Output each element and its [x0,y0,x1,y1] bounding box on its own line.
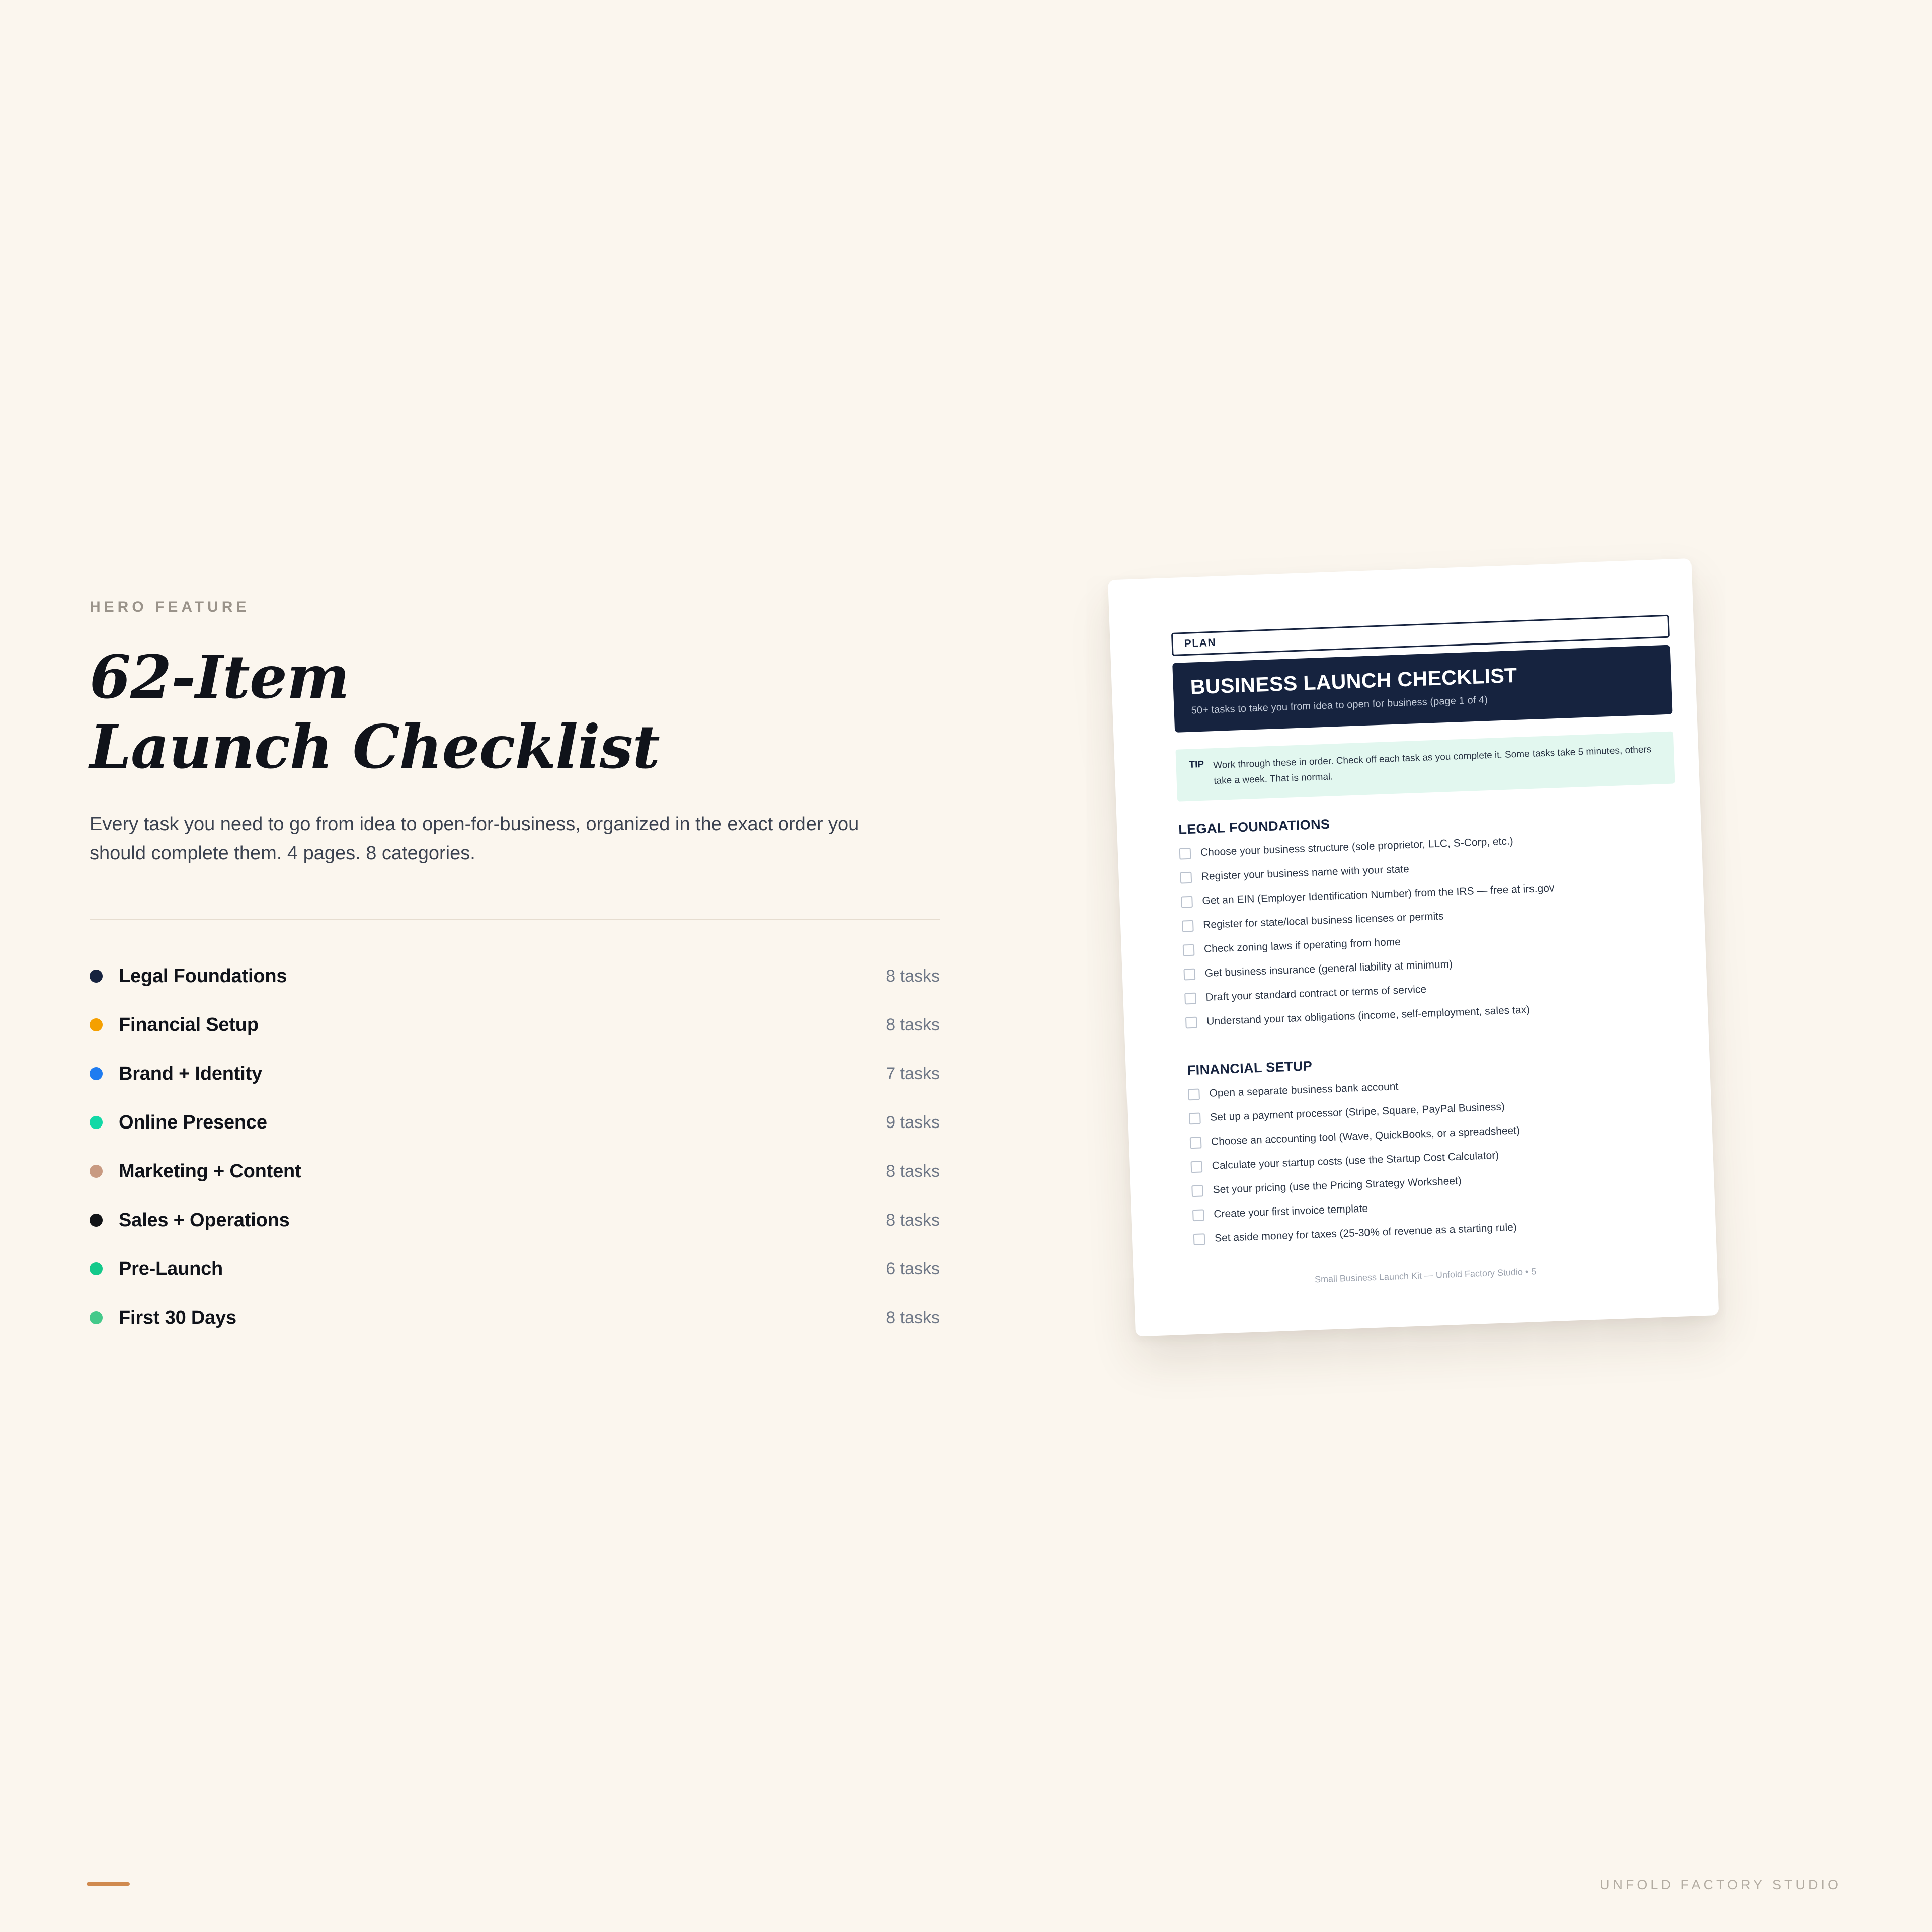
checkbox-icon[interactable] [1193,1233,1205,1245]
checkbox-icon[interactable] [1191,1185,1203,1197]
checkbox-icon[interactable] [1188,1088,1200,1100]
checkbox-icon[interactable] [1189,1112,1201,1124]
checklist-item-label: Set your pricing (use the Pricing Strategy Worksheet) [1213,1175,1462,1196]
category-label: Legal Foundations [119,965,287,987]
document-subtitle: 50+ tasks to take you from idea to open for business (page 1 of 4) [1191,694,1488,716]
checklist-item-label: Set up a payment processor (Stripe, Square, PayPal Business) [1210,1100,1505,1123]
divider [90,919,940,920]
checklist-item-label: Check zoning laws if operating from home [1203,936,1401,955]
checklist-item-label: Choose an accounting tool (Wave, QuickBooks, or a spreadsheet) [1211,1124,1520,1148]
category-label: Financial Setup [119,1014,259,1035]
category-color-dot [90,1165,103,1178]
category-count: 8 tasks [886,1161,940,1181]
checklist-item-label: Draft your standard contract or terms of service [1205,983,1427,1003]
checkbox-icon[interactable] [1181,896,1193,908]
category-color-dot [90,1214,103,1227]
category-label: Brand + Identity [119,1063,263,1084]
document-page [1108,558,1719,1336]
subheadline: Every task you need to go from idea to open-for-business, organized in the exact order you should complete them. 4 pages. 8 categories. [90,814,859,864]
checkbox-icon[interactable] [1184,992,1196,1004]
page-content [1171,615,1692,1256]
category-count: 9 tasks [886,1112,940,1132]
category-label: Marketing + Content [119,1160,301,1182]
category-label: Online Presence [119,1111,267,1133]
list-item [90,1098,940,1147]
checklist-page-preview [1108,558,1740,1359]
document-title-band [1172,645,1672,733]
document-footer: Small Business Launch Kit — Unfold Factory Studio • 5 [1314,1266,1537,1285]
list-item [90,1001,940,1050]
category-label: First 30 Days [119,1307,236,1328]
list-item [90,1196,940,1245]
category-color-dot [90,1116,103,1129]
category-color-dot [90,970,103,983]
headline-line-1: 62-Item [90,642,349,712]
eyebrow-label: HERO FEATURE [90,599,250,615]
tip-label: TIP [1189,759,1204,770]
checklist-item-label: Create your first invoice template [1213,1202,1369,1220]
category-color-dot [90,1262,103,1275]
checklist-item-label: Get an EIN (Employer Identification Number) from the IRS — free at irs.gov [1202,881,1555,907]
page-title [90,642,945,782]
tip-callout [1175,732,1675,802]
headline-line-2: Launch Checklist [90,712,660,782]
category-count: 8 tasks [886,1015,940,1034]
checkbox-icon[interactable] [1192,1209,1204,1221]
checkbox-icon[interactable] [1179,847,1191,859]
checkbox-icon[interactable] [1183,944,1195,956]
checklist-item-label: Register for state/local business licenses or permits [1202,910,1444,931]
list-item [90,1050,940,1098]
checkbox-icon[interactable] [1182,920,1194,932]
section-heading-financial: FINANCIAL SETUP [1187,1058,1313,1078]
list-item [90,1294,940,1342]
category-count: 8 tasks [886,1210,940,1230]
plan-tab-label: PLAN [1184,636,1217,650]
category-count: 6 tasks [886,1259,940,1278]
document-title: BUSINESS LAUNCH CHECKLIST [1190,663,1518,699]
category-color-dot [90,1311,103,1324]
checklist-item-label: Choose your business structure (sole proprietor, LLC, S-Corp, etc.) [1200,835,1514,858]
checkbox-icon[interactable] [1185,1016,1197,1028]
checklist-item-label: Get business insurance (general liability at minimum) [1204,958,1453,979]
checklist-item-label: Calculate your startup costs (use the Startup Cost Calculator) [1212,1149,1499,1172]
checklist-item-label: Understand your tax obligations (income, self-employment, sales tax) [1206,1003,1531,1027]
checkbox-icon[interactable] [1190,1161,1202,1173]
checkbox-icon[interactable] [1180,871,1192,883]
tip-text: Work through these in order. Check off each task as you complete it. Some tasks take 5 minutes, others take a week. That is normal. [1213,744,1652,786]
list-item [90,1147,940,1196]
list-item [90,1245,940,1294]
checklist-item-label: Register your business name with your state [1201,863,1410,882]
checklist-item-label: Set aside money for taxes (25-30% of revenue as a starting rule) [1214,1221,1517,1244]
checkbox-icon[interactable] [1183,968,1195,980]
category-color-dot [90,1018,103,1031]
checklist-item-label: Open a separate business bank account [1209,1080,1399,1099]
hero-text-column [90,599,945,1342]
category-list [90,952,940,1342]
list-item [90,952,940,1001]
footer-accent-rule [87,1882,130,1886]
category-count: 8 tasks [886,1308,940,1327]
category-count: 8 tasks [886,966,940,986]
category-color-dot [90,1067,103,1080]
footer-brand: UNFOLD FACTORY STUDIO [1599,1877,1841,1892]
category-label: Sales + Operations [119,1209,290,1231]
category-count: 7 tasks [886,1064,940,1083]
category-label: Pre-Launch [119,1258,223,1279]
section-heading-legal: LEGAL FOUNDATIONS [1178,816,1330,837]
checkbox-icon[interactable] [1190,1137,1202,1149]
